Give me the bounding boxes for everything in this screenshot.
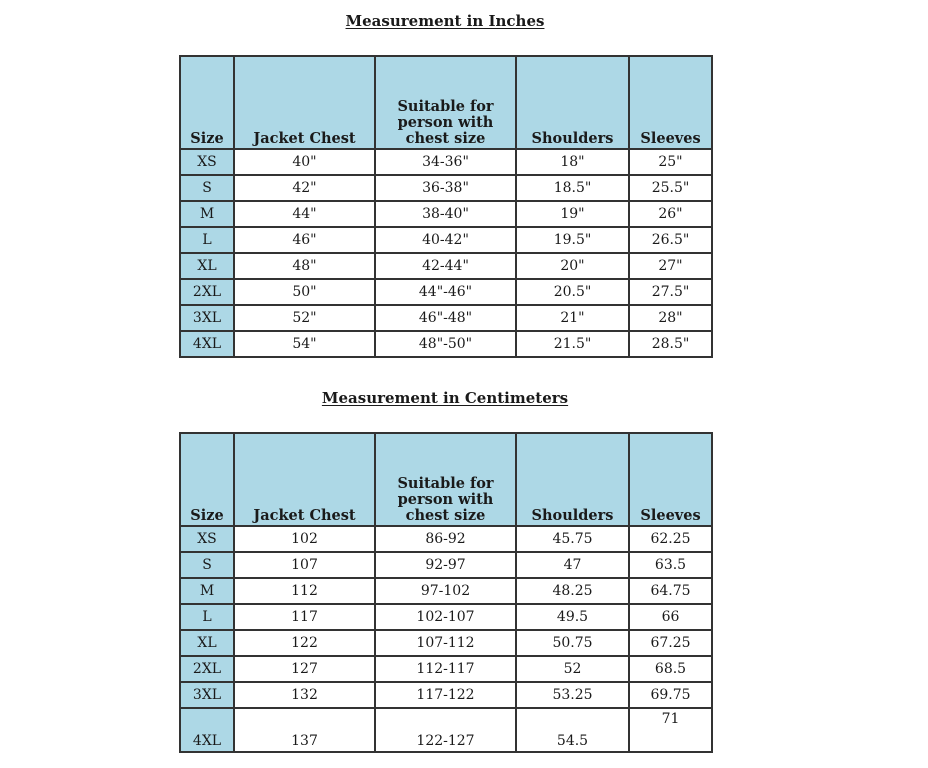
size-cell: S xyxy=(180,552,234,578)
sleeves-cell: 27.5" xyxy=(629,279,712,305)
size-cell: 3XL xyxy=(180,305,234,331)
jacket-chest-cell: 44" xyxy=(234,201,375,227)
shoulders-cell: 54.5 xyxy=(516,708,629,752)
suitable-chest-cell: 122-127 xyxy=(375,708,516,752)
suitable-chest-cell: 92-97 xyxy=(375,552,516,578)
centimeters-table-title: Measurement in Centimeters xyxy=(321,389,569,407)
header-suitable-chest-label: Suitable for person with chest size xyxy=(397,475,494,524)
shoulders-cell: 52 xyxy=(516,656,629,682)
suitable-chest-cell: 34-36" xyxy=(375,149,516,175)
inches-size-table xyxy=(179,55,713,358)
suitable-chest-cell: 48"-50" xyxy=(375,331,516,357)
sleeves-cell: 64.75 xyxy=(629,578,712,604)
shoulders-cell: 45.75 xyxy=(516,526,629,552)
size-cell: XL xyxy=(180,253,234,279)
jacket-chest-cell: 48" xyxy=(234,253,375,279)
header-shoulders: Shoulders xyxy=(516,56,629,149)
header-jacket-chest: Jacket Chest xyxy=(234,433,375,526)
header-row xyxy=(180,56,712,149)
sleeves-cell: 26" xyxy=(629,201,712,227)
table-row xyxy=(180,279,712,305)
jacket-chest-cell: 132 xyxy=(234,682,375,708)
table-row xyxy=(180,201,712,227)
table-row xyxy=(180,604,712,630)
shoulders-cell: 19.5" xyxy=(516,227,629,253)
jacket-chest-cell: 40" xyxy=(234,149,375,175)
suitable-chest-cell: 117-122 xyxy=(375,682,516,708)
suitable-chest-cell: 40-42" xyxy=(375,227,516,253)
size-cell: M xyxy=(180,578,234,604)
suitable-chest-cell: 97-102 xyxy=(375,578,516,604)
size-cell: 3XL xyxy=(180,682,234,708)
jacket-chest-cell: 107 xyxy=(234,552,375,578)
shoulders-cell: 18.5" xyxy=(516,175,629,201)
table-row xyxy=(180,526,712,552)
header-size: Size xyxy=(180,56,234,149)
sleeves-cell: 26.5" xyxy=(629,227,712,253)
size-cell: XS xyxy=(180,149,234,175)
jacket-chest-cell: 50" xyxy=(234,279,375,305)
shoulders-cell: 49.5 xyxy=(516,604,629,630)
size-cell: 4XL xyxy=(180,331,234,357)
sleeves-cell: 63.5 xyxy=(629,552,712,578)
suitable-chest-cell: 102-107 xyxy=(375,604,516,630)
shoulders-cell: 21.5" xyxy=(516,331,629,357)
table-row xyxy=(180,552,712,578)
sleeves-cell: 25" xyxy=(629,149,712,175)
table-row xyxy=(180,227,712,253)
jacket-chest-cell: 122 xyxy=(234,630,375,656)
shoulders-cell: 50.75 xyxy=(516,630,629,656)
table-row xyxy=(180,682,712,708)
jacket-chest-cell: 117 xyxy=(234,604,375,630)
sleeves-cell: 68.5 xyxy=(629,656,712,682)
header-sleeves: Sleeves xyxy=(629,433,712,526)
suitable-chest-cell: 38-40" xyxy=(375,201,516,227)
size-cell: L xyxy=(180,604,234,630)
suitable-chest-cell: 42-44" xyxy=(375,253,516,279)
sleeves-cell: 28" xyxy=(629,305,712,331)
jacket-chest-cell: 42" xyxy=(234,175,375,201)
inches-table-title: Measurement in Inches xyxy=(345,12,545,30)
table-row xyxy=(180,305,712,331)
header-size: Size xyxy=(180,433,234,526)
header-suitable-chest xyxy=(375,433,516,526)
shoulders-cell: 47 xyxy=(516,552,629,578)
sleeves-cell: 28.5" xyxy=(629,331,712,357)
table-row xyxy=(180,253,712,279)
header-suitable-chest xyxy=(375,56,516,149)
centimeters-size-table xyxy=(179,432,713,753)
table-row xyxy=(180,656,712,682)
jacket-chest-cell: 112 xyxy=(234,578,375,604)
jacket-chest-cell: 102 xyxy=(234,526,375,552)
jacket-chest-cell: 137 xyxy=(234,708,375,752)
sleeves-cell: 27" xyxy=(629,253,712,279)
sleeves-cell: 25.5" xyxy=(629,175,712,201)
sleeves-cell: 67.25 xyxy=(629,630,712,656)
size-cell: 2XL xyxy=(180,656,234,682)
header-suitable-chest-label: Suitable for person with chest size xyxy=(397,98,494,147)
header-sleeves: Sleeves xyxy=(629,56,712,149)
shoulders-cell: 21" xyxy=(516,305,629,331)
table-row xyxy=(180,630,712,656)
sleeves-cell xyxy=(629,708,712,752)
suitable-chest-cell: 36-38" xyxy=(375,175,516,201)
shoulders-cell: 53.25 xyxy=(516,682,629,708)
sleeves-cell: 66 xyxy=(629,604,712,630)
size-cell: XS xyxy=(180,526,234,552)
header-shoulders: Shoulders xyxy=(516,433,629,526)
table-row xyxy=(180,331,712,357)
size-cell: XL xyxy=(180,630,234,656)
size-cell: L xyxy=(180,227,234,253)
suitable-chest-cell: 112-117 xyxy=(375,656,516,682)
sleeves-cell: 62.25 xyxy=(629,526,712,552)
sleeves-value: 71 xyxy=(661,711,680,727)
jacket-chest-cell: 46" xyxy=(234,227,375,253)
table-row xyxy=(180,708,712,752)
header-jacket-chest: Jacket Chest xyxy=(234,56,375,149)
header-row xyxy=(180,433,712,526)
table-row xyxy=(180,175,712,201)
suitable-chest-cell: 86-92 xyxy=(375,526,516,552)
suitable-chest-cell: 46"-48" xyxy=(375,305,516,331)
shoulders-cell: 18" xyxy=(516,149,629,175)
size-cell: 4XL xyxy=(180,708,234,752)
suitable-chest-cell: 44"-46" xyxy=(375,279,516,305)
shoulders-cell: 48.25 xyxy=(516,578,629,604)
jacket-chest-cell: 52" xyxy=(234,305,375,331)
table-row xyxy=(180,578,712,604)
shoulders-cell: 20.5" xyxy=(516,279,629,305)
size-cell: M xyxy=(180,201,234,227)
table-row xyxy=(180,149,712,175)
suitable-chest-cell: 107-112 xyxy=(375,630,516,656)
jacket-chest-cell: 54" xyxy=(234,331,375,357)
size-cell: S xyxy=(180,175,234,201)
size-cell: 2XL xyxy=(180,279,234,305)
jacket-chest-cell: 127 xyxy=(234,656,375,682)
shoulders-cell: 20" xyxy=(516,253,629,279)
sleeves-cell: 69.75 xyxy=(629,682,712,708)
shoulders-cell: 19" xyxy=(516,201,629,227)
